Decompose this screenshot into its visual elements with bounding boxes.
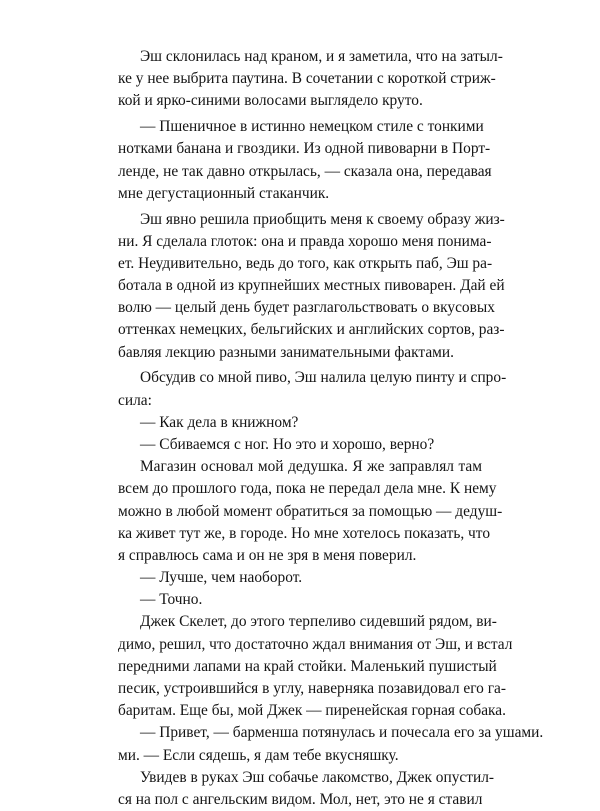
text-line: — Как дела в книжном? [140, 413, 299, 431]
text-line: песик, устроившийся в углу, наверняка позавидовал его га- [118, 680, 506, 698]
paragraph [118, 46, 503, 113]
text-line: Магазин основал мой дедушка. Я же заправлял там [140, 458, 482, 476]
paragraph [118, 209, 505, 364]
text-line: Эш явно решила приобщить меня к своему образу жиз- [140, 210, 505, 228]
text-line: баритам. Еще бы, мой Джек — пиренейская горная собака. [118, 702, 506, 720]
text-line: сила: [118, 391, 152, 409]
text-line: волю — целый день будет разглагольствовать о вкусовых [118, 299, 495, 317]
text-line: Эш склонилась над краном, и я заметила, что на затыл- [140, 48, 503, 65]
text-line: Увидев в руках Эш собачье лакомство, Джек опустил- [140, 768, 494, 786]
text-line: передними лапами на край стойки. Маленький пушистый [118, 657, 497, 675]
paragraph [118, 589, 482, 611]
text-line: — Сбиваемся с ног. Но это и хорошо, верно? [140, 435, 435, 453]
paragraph [118, 434, 482, 456]
paragraph [118, 722, 544, 766]
text-line: ленде, не так давно открылась, — сказала она, передавая [118, 162, 492, 180]
text-line: можно в любой момент обратиться за помощью — дедуш- [118, 502, 503, 520]
text-line: ми. — Если сядешь, я дам тебе вкусняшку. [118, 746, 399, 764]
paragraph [118, 367, 507, 411]
text-line: всем до прошлого года, пока не передал дела мне. К нему [118, 480, 497, 498]
text-line: оттенках немецких, бельгийских и английских сортов, раз- [118, 321, 505, 339]
text-line: — Лучше, чем наоборот. [140, 569, 303, 587]
paragraph [118, 116, 492, 205]
text-line: нотками банана и гвоздики. Из одной пивоварни в Порт- [118, 140, 491, 158]
text-line: ботала в одной из крупнейших местных пивоварен. Дай ей [118, 277, 505, 295]
text-line: ке у нее выбрита паутина. В сочетании с короткой стриж- [118, 70, 496, 88]
paragraph [118, 767, 494, 811]
text-line: — Привет, — барменша потянулась и почесала его за ушами. [140, 724, 544, 742]
text-line: Обсудив со мной пиво, Эш налила целую пинту и спро- [140, 369, 507, 387]
text-line: мне дегустационный стаканчик. [118, 184, 330, 202]
page-text [118, 46, 544, 811]
text-line: — Точно. [140, 591, 203, 609]
text-line: бавляя лекцию разными занимательными фактами. [118, 343, 454, 361]
text-line: ка живет тут же, в городе. Но мне хотелось показать, что [118, 524, 491, 542]
paragraph [118, 611, 513, 722]
text-line: ся на пол с ангельским видом. Мол, нет, это не я ставил [118, 790, 483, 808]
text-line: Джек Скелет, до этого терпеливо сидевший рядом, ви- [140, 613, 497, 631]
text-line: ни. Я сделала глоток: она и правда хорошо меня понима- [118, 232, 492, 250]
text-line: димо, решил, что достаточно ждал внимания от Эш, и встал [118, 635, 513, 653]
paragraph [118, 567, 482, 589]
text-line: ет. Неудивительно, ведь до того, как открыть паб, Эш ра- [118, 254, 493, 272]
text-line: кой и ярко-синими волосами выглядело круто. [118, 92, 423, 110]
text-line: — Пшеничное в истинно немецком стиле с тонкими [140, 118, 484, 136]
paragraph [118, 456, 503, 567]
text-line: я справлюсь сама и он не зря в меня поверил. [118, 546, 417, 564]
paragraph [118, 412, 482, 434]
